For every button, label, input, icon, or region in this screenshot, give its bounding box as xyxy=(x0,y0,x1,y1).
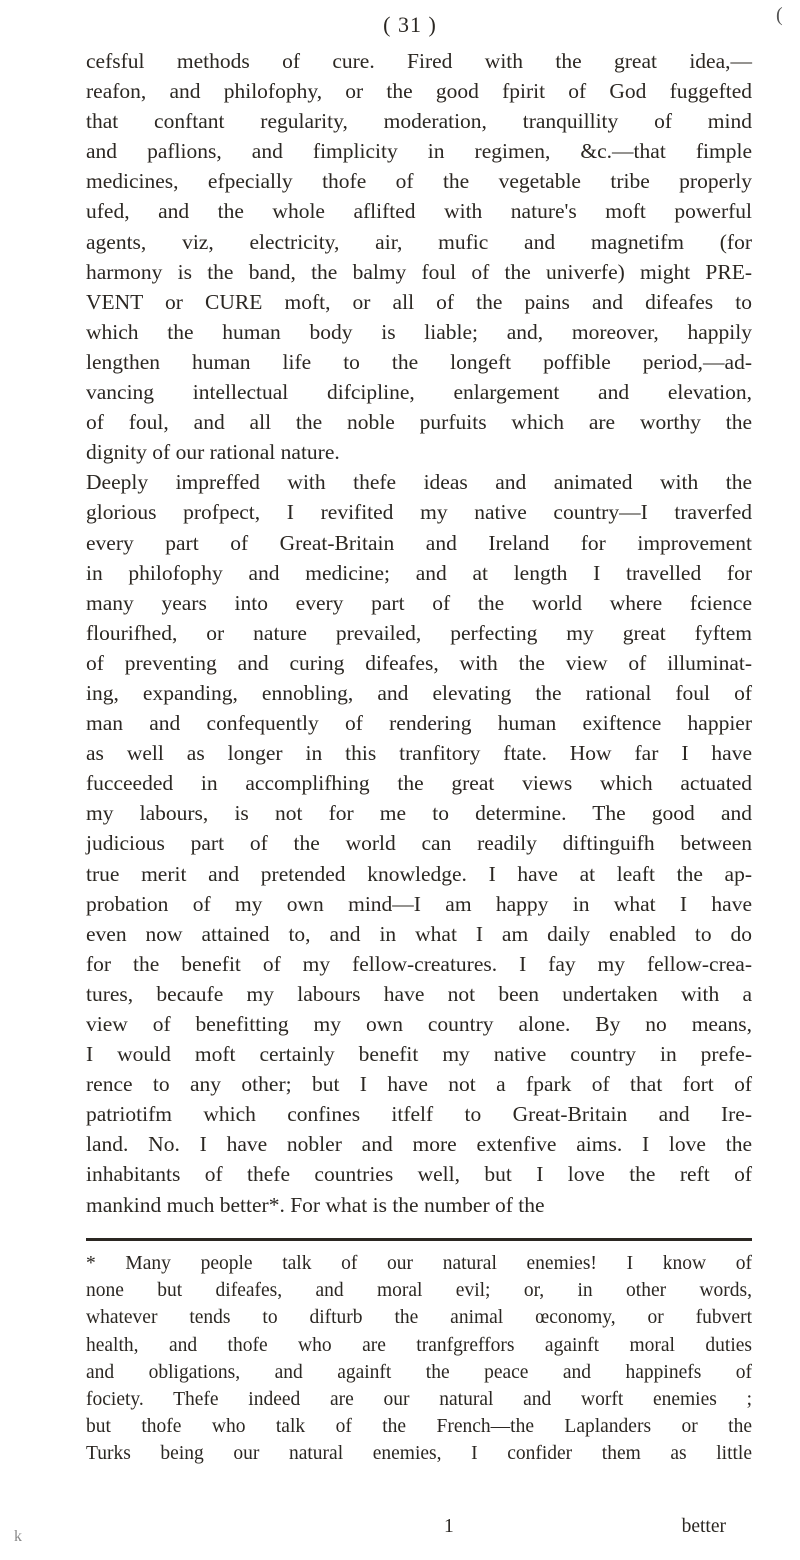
text-line: as well as longer in this tranfitory ftate. How far I have xyxy=(86,741,752,766)
text-line: mankind much better*. For what is the number of the xyxy=(86,1192,545,1217)
text-line: even now attained to, and in what I am daily enabled to do xyxy=(86,921,752,946)
text-line: every part of Great-Britain and Ireland for improvement xyxy=(86,530,752,555)
text-line: lengthen human life to the longeft poffible period,—ad- xyxy=(86,349,752,374)
signature-mark: 1 xyxy=(444,1516,454,1537)
text-line: glorious profpect, I revifited my native country—I traverfed xyxy=(86,500,752,525)
text-line: tures, becaufe my labours have not been undertaken with a xyxy=(86,981,752,1006)
text-line: of foul, and all the noble purfuits which are worthy the xyxy=(86,410,752,435)
text-line: I would moft certainly benefit my native country in prefe- xyxy=(86,1042,752,1067)
text-line: land. No. I have nobler and more extenfive aims. I love the xyxy=(86,1132,752,1157)
text-line: flourifhed, or nature prevailed, perfecting my great fyftem xyxy=(86,620,752,645)
corner-mark: ( xyxy=(776,4,783,26)
footnote-line: health, and thofe who are tranfgreffors againft moral duties xyxy=(86,1334,752,1356)
text-line: judicious part of the world can readily diftinguifh between xyxy=(86,831,752,856)
text-line: for the benefit of my fellow-creatures. I fay my fellow-crea- xyxy=(86,951,752,976)
footnote-separator xyxy=(86,1238,752,1241)
text-line: ufed, and the whole aflifted with nature's moft powerful xyxy=(86,199,752,224)
text-line: which the human body is liable; and, moreover, happily xyxy=(86,319,752,344)
text-line: that conftant regularity, moderation, tranquillity of mind xyxy=(86,109,752,134)
text-line: VENT or CURE moft, or all of the pains and difeafes to xyxy=(86,289,752,314)
footnote-line: none but difeafes, and moral evil; or, in other words, xyxy=(86,1280,752,1302)
page-number: ( 31 ) xyxy=(383,12,437,37)
text-line: probation of my own mind—I am happy in what I have xyxy=(86,891,752,916)
footnote-line: whatever tends to difturb the animal œconomy, or fubvert xyxy=(86,1307,752,1329)
text-line: view of benefitting my own country alone. By no means, xyxy=(86,1012,752,1036)
text-line: harmony is the band, the balmy foul of the univerfe) might PRE- xyxy=(86,259,752,284)
text-line: many years into every part of the world where fcience xyxy=(86,590,752,615)
text-line: inhabitants of thefe countries well, but I love the reft of xyxy=(86,1162,752,1187)
footnote-line: and obligations, and againft the peace and happinefs of xyxy=(86,1361,752,1383)
text-line: dignity of our rational nature. xyxy=(86,440,340,465)
text-line: ing, expanding, ennobling, and elevating the rational foul of xyxy=(86,680,752,705)
text-line: agents, viz, electricity, air, mufic and magnetifm (for xyxy=(86,229,752,254)
text-line: Deeply impreffed with thefe ideas and animated with the xyxy=(86,470,752,495)
text-line: medicines, efpecially thofe of the vegetable tribe properly xyxy=(86,169,752,194)
footnote xyxy=(86,1250,752,1468)
text-line: my labours, is not for me to determine. The good and xyxy=(86,801,752,826)
footnote-line: but thofe who talk of the French—the Laplanders or the xyxy=(86,1416,752,1438)
catchword: better xyxy=(681,1516,726,1537)
text-line: patriotifm which confines itfelf to Great-Britain and Ire- xyxy=(86,1102,752,1127)
text-line: of preventing and curing difeafes, with the view of illuminat- xyxy=(86,650,752,675)
page-footer xyxy=(86,1516,752,1544)
footnote-line: fociety. Thefe indeed are our natural and worft enemies ; xyxy=(86,1388,752,1410)
text-line: in philofophy and medicine; and at length I travelled for xyxy=(86,560,752,585)
margin-mark: k xyxy=(14,1528,22,1545)
text-line: and paflions, and fimplicity in regimen, &c.—that fimple xyxy=(86,139,752,164)
footnote-line: Turks being our natural enemies, I confider them as little xyxy=(86,1443,752,1465)
text-line: reafon, and philofophy, or the good fpirit of God fuggefted xyxy=(86,79,752,104)
text-line: cefsful methods of cure. Fired with the great idea,— xyxy=(86,49,752,73)
text-line: rence to any other; but I have not a fpark of that fort of xyxy=(86,1072,752,1097)
text-line: man and confequently of rendering human exiftence happier xyxy=(86,711,752,736)
text-line: vancing intellectual difcipline, enlargement and elevation, xyxy=(86,380,752,405)
footnote-line: * Many people talk of our natural enemies! I know of xyxy=(86,1253,752,1274)
text-line: true merit and pretended knowledge. I have at leaft the ap- xyxy=(86,861,752,886)
text-line: fucceeded in accomplifhing the great views which actuated xyxy=(86,771,752,796)
main-text xyxy=(86,46,752,1220)
